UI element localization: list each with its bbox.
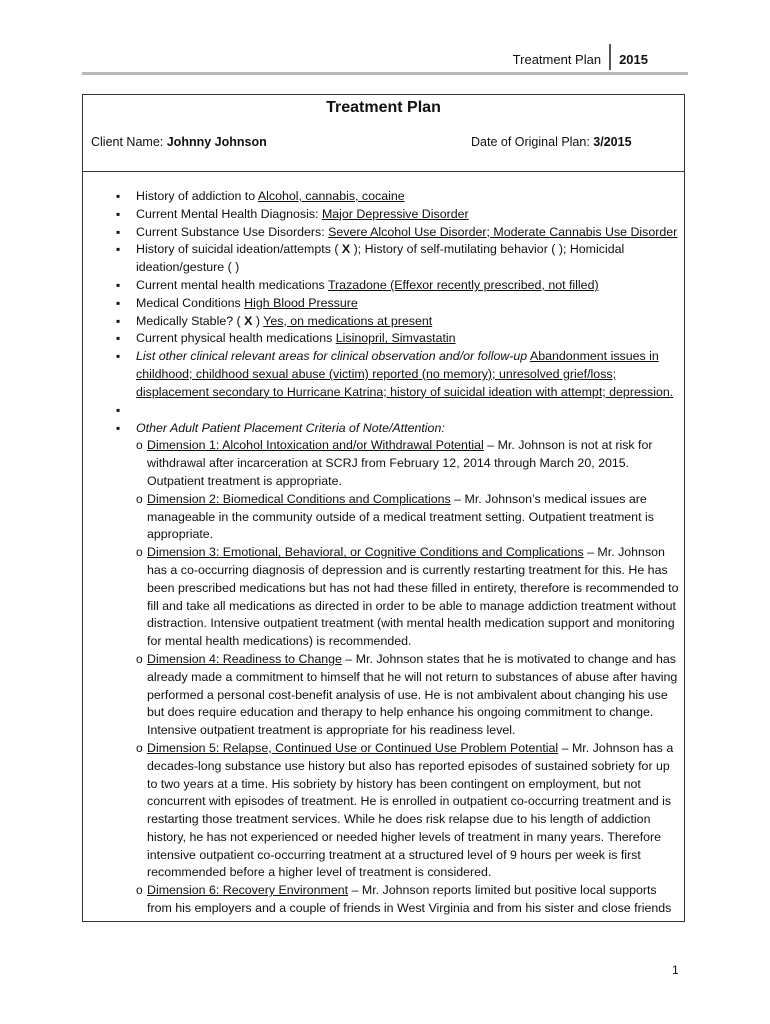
list-item-placement-criteria [83, 420, 680, 918]
list-item-clinical-areas: ▪ List other clinical relevant areas for clinical observation and/or follow-up Abandonment issues in childhood; childhood sexual abuse (victim) reported (no memory); unresolved grief/loss; displacement secondary to Hurricane Katrina; history of suicidal ideation with attempt; depression. [83, 348, 680, 401]
dimension-item: o Dimension 6: Recovery Environment – Mr. Johnson reports limited but positive local supports from his employers and a couple of friends in West Virginia and from his sister and close friends [83, 882, 680, 918]
section-divider [83, 171, 684, 172]
dimension-title: Dimension 4: Readiness to Change [147, 651, 342, 666]
header-rule [82, 72, 688, 75]
history-list [83, 188, 680, 918]
plan-date-label: Date of Original Plan: [471, 135, 590, 149]
page-header [0, 48, 648, 70]
dimension-title: Dimension 5: Relapse, Continued Use or Continued Use Problem Potential [147, 740, 559, 755]
list-item-mh-diagnosis: ▪ Current Mental Health Diagnosis: Major Depressive Disorder [83, 206, 680, 224]
header-title: Treatment Plan [512, 51, 602, 67]
list-item-mh-medications: ▪ Current mental health medications Trazadone (Effexor recently prescribed, not filled) [83, 277, 680, 295]
plan-date-field [471, 135, 632, 149]
dimension-item: o Dimension 4: Readiness to Change – Mr. Johnson states that he is motivated to change and has already made a commitment to himself that he will not return to substances of abuse after having performed a personal cost-benefit analysis of use. He is not ambivalent about changing his use but does require education and therapy to help enhance his ongoing commitment to change. Intensive outpatient treatment is appropriate for his readiness level. [83, 651, 680, 740]
treatment-plan-box [82, 94, 685, 922]
header-year: 2015 [619, 51, 648, 67]
clinical-areas-value: Abandonment issues in childhood; childhood sexual abuse (victim) reported (no memory); unresolved grief/loss; displacement secondary to Hurricane Katrina; history of suicidal ideation with attempt; depression. [136, 349, 674, 399]
client-name-label: Client Name: [91, 135, 164, 149]
list-spacer [83, 402, 680, 420]
dimension-title: Dimension 1: Alcohol Intoxication and/or Withdrawal Potential [147, 438, 484, 453]
placement-criteria-label: Other Adult Patient Placement Criteria of Note/Attention: [136, 420, 445, 435]
dimension-item: o Dimension 5: Relapse, Continued Use or Continued Use Problem Potential – Mr. Johnson has a decades-long substance use history but also has reported episodes of sustained sobriety for up to two years at a time. His sobriety by history has been contingent on employment, but not concurrent with episodes of treatment. He is enrolled in outpatient co-occurring treatment and is restarting those treatment services. While he does risk relapse due to his length of addiction history, he has not experienced or needed higher levels of treatment in many years. Therefore intensive outpatient co-occurring treatment at a structured level of 9 hours per week is first recommended before a higher level of treatment is considered. [83, 740, 680, 882]
list-item-medically-stable: ▪ Medically Stable? ( X ) Yes, on medications at present [83, 313, 680, 331]
physical-medications-value: Lisinopril, Simvastatin [335, 331, 456, 346]
list-item-suicidal-history: ▪ History of suicidal ideation/attempts ( X ); History of self-mutilating behavior ( ); Homicidal ideation/gesture ( ) [83, 241, 680, 277]
mh-diagnosis-value: Major Depressive Disorder [321, 206, 469, 221]
medically-stable-value: Yes, on medications at present [263, 313, 433, 328]
list-item-sud: ▪ Current Substance Use Disorders: Severe Alcohol Use Disorder; Moderate Cannabis Use Disorder [83, 224, 680, 242]
medical-conditions-value: High Blood Pressure [244, 295, 358, 310]
addiction-value: Alcohol, cannabis, cocaine [257, 189, 405, 203]
list-item-addiction: ▪ History of addiction to Alcohol, cannabis, cocaine [83, 188, 680, 206]
list-item-medical-conditions: ▪ Medical Conditions High Blood Pressure [83, 295, 680, 313]
dimension-item: o Dimension 1: Alcohol Intoxication and/or Withdrawal Potential – Mr. Johnson is not at risk for withdrawal after incarceration at SCRJ from February 12, 2014 through March 20, 2015. Outpatient treatment is appropriate. [83, 437, 680, 490]
plan-date-value: 3/2015 [593, 135, 632, 149]
dimension-title: Dimension 6: Recovery Environment [147, 883, 349, 898]
client-name-field [91, 135, 267, 149]
dimension-item: o Dimension 3: Emotional, Behavioral, or Cognitive Conditions and Complications – Mr. Johnson has a co-occurring diagnosis of depression and is currently restarting treatment for this. He has been prescribed medications but has not had these filled in entirety, therefore is recommended to fill and take all medications as directed in order to be able to manage addiction treatment without distraction. Intensive outpatient treatment (with mental health medication support and monitoring for mental health medications) is recommended. [83, 544, 680, 651]
sud-value: Severe Alcohol Use Disorder; Moderate Cannabis Use Disorder [328, 224, 678, 239]
dimension-item: o Dimension 2: Biomedical Conditions and Complications – Mr. Johnson’s medical issues are manageable in the community outside of a medical treatment setting. Outpatient treatment is appropriate. [83, 491, 680, 544]
dimensions-list [83, 437, 680, 918]
dimension-title: Dimension 2: Biomedical Conditions and Complications [147, 491, 451, 506]
plan-content [83, 188, 684, 918]
stable-checkmark: X [244, 313, 253, 328]
mh-medications-value: Trazadone (Effexor recently prescribed, not filled) [327, 277, 599, 292]
page-number: 1 [672, 963, 679, 977]
client-info-row [83, 135, 684, 161]
client-name-value: Johnny Johnson [166, 135, 267, 149]
dimension-title: Dimension 3: Emotional, Behavioral, or Cognitive Conditions and Complications [147, 545, 584, 560]
list-item-physical-medications: ▪ Current physical health medications Lisinopril, Simvastatin [83, 330, 680, 348]
suicidal-checkmark: X [341, 242, 351, 257]
document-title: Treatment Plan [326, 99, 441, 116]
